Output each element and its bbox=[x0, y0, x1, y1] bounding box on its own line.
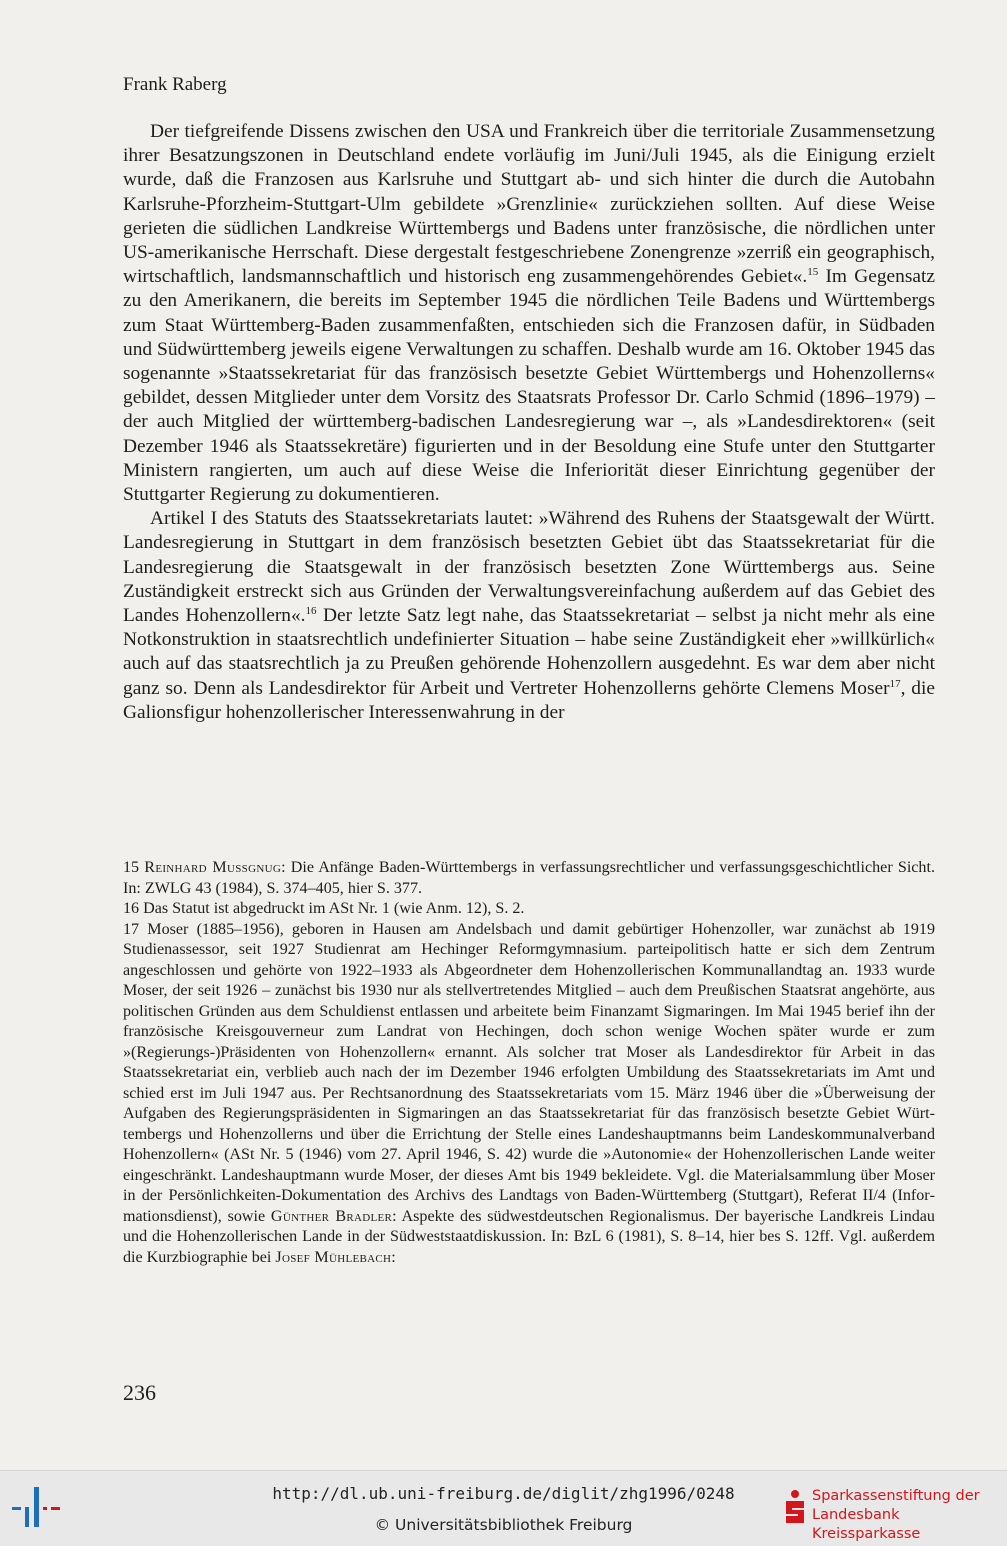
footnote-17-text-a: Moser (1885–1956), geboren in Hausen am Andelsbach und damit gebürtiger Hohenzoller, war zunächst ab 1919 Studienassessor, seit 1927 Studienrat am Hechinger Reformgymnasium. parteipolitisch hatte er sich dem Zentrum angeschlossen und gehörte von 1922–1933 als Abgeordneter dem Hohenzollerischen Kommunallandtag an. 1933 wurde Moser, der seit 1926 – zunächst bis 1930 nur als stellvertretendes Mitglied – auch dem Preußischen Staatsrat angehörte, aus politischen Gründen aus dem Schuldienst entlassen und arbeitete beim Finanzamt Sigmaringen. Im Mai 1945 berief ihn der französische Kreisgouverneur zum Landrat von Hechingen, doch schon wenige Wochen später wurde er zum »(Regierungs-)Präsidenten von Hohenzollern« ernannt. Als solcher trat Moser als Landesdirektor für Arbeit in das Staatssekretariat ein, verblieb auch nach der im Dezember 1946 erfolgten Umbildung des Staatssekretariats im Amt und schied erst im Juli 1947 aus. Per Rechtsanordnung des Staatssekretariats vom 15. März 1946 über die »Überweisung der Aufgaben des Regierungspräsidenten in Sigmaringen an das Staatssekretariat für das französisch besetzte Gebiet Württembergs und Hohenzollerns und über die Errichtung der Stelle eines Landeshauptmanns beim Landeskommunalverband Hohenzollern« (ASt Nr. 5 (1946) vom 27. April 1946, S. 42) wurde die »Autonomie« der Hohenzollerischen Lande weiter eingeschränkt. Landeshauptmann wurde Moser, der dieses Amt bis 1949 bekleidete. Vgl. die Materialsammlung über Moser in der Persönlichkeiten-Dokumentation des Archivs des Landtags von Baden-Württemberg (Stuttgart), Referat II/4 (Informationsdienst), sowie bbox=[123, 920, 935, 1225]
sponsor-text[interactable] bbox=[812, 1487, 1007, 1544]
paragraph-2-part-b: Der letzte Satz legt nahe, das Staatssekretariat – selbst ja nicht mehr als eine Notkonstruktion in staatsrechtlich undefinierter Situation – habe seine Zuständigkeit eher »willkürlich« auch auf das staatsrechtlich ja zu Preußen gehörende Hohenzollern ausgedehnt. Es war dem aber nicht ganz so. Denn als Landesdirektor für Arbeit und Vertreter Hohenzollerns gehörte Clemens Moser bbox=[123, 605, 936, 699]
footnote-17-text-b: : Aspekte des südwestdeutschen Regionalismus. Der bayerische Landkreis Lindau und die Hohenzollerischen Lande in der Südweststaatdiskussion. In: BzL 6 (1981), S. 8–14, hier bes S. 12ff. Vgl. außerdem die Kurzbiographie bei bbox=[123, 1207, 935, 1266]
footnotes bbox=[123, 858, 935, 1268]
footnote-ref-16[interactable]: 16 bbox=[305, 605, 317, 618]
paragraph-2-part-a: Artikel I des Statuts des Staatssekretariats lautet: »Während des Ruhens der Staatsgewalt der Württ. Landesregierung in Stuttgart in dem französisch besetzten Gebiet übt das Staatssekretariat für die Landesregierung die Staatsgewalt in der französisch besetzten Zone Württembergs aus. Seine Zuständigkeit erstreckt sich aus Gründen der Verwaltungsvereinfachung außerdem auf das Gebiet des Landes Hohenzollern«. bbox=[123, 508, 935, 627]
sponsor-line-2: Landesbank Kreissparkasse bbox=[812, 1507, 921, 1542]
permalink-url[interactable]: http://dl.ub.uni-freiburg.de/diglit/zhg1996/0248 bbox=[272, 1484, 735, 1503]
paragraph-1 bbox=[123, 120, 935, 507]
copyright-text: © Universitätsbibliothek Freiburg bbox=[374, 1516, 633, 1534]
sponsor-line-1: Sparkassenstiftung der bbox=[812, 1488, 980, 1504]
footnote-15-author: Reinhard Mussgnug bbox=[144, 859, 282, 876]
footnote-17-author-2: Josef Mühlebach bbox=[275, 1248, 392, 1266]
footnote-17-author-1: Günther Bradler bbox=[270, 1207, 393, 1225]
sparkasse-logo-icon bbox=[783, 1489, 807, 1529]
paragraph-1-part-b: Im Gegensatz zu den Amerikanern, die bereits im September 1945 die nördlichen Teile Badens und Württembergs zum Staat Württemberg-Baden zusammenfaßten, entschieden sich die Franzosen dafür, in Südbaden und Südwürttemberg jeweils eigene Verwaltungen zu schaffen. Deshalb wurde am 16. Oktober 1945 das sogenannte »Staatssekretariat für das französisch besetzte Gebiet Württembergs und Hohenzollerns« gebildet, dessen Mitglieder unter dem Vorsitz des Staatsrats Professor Dr. Carlo Schmid (1896–1979) – der auch Mitglied der württemberg-badischen Landesregierung war –, als »Landesdirektoren« (seit Dezember 1946 als Staatssekretäre) figurierten und in der Besoldung eine Stufe unter den Stuttgarter Ministern rangierten, um auch auf diese Weise die Inferiorität dieser Einrichtung gegenüber der Stuttgarter Regierung zu dokumentieren. bbox=[123, 266, 935, 506]
footnote-17 bbox=[123, 920, 935, 1269]
viewer-footer bbox=[0, 1470, 1007, 1546]
page-number: 236 bbox=[123, 1380, 156, 1405]
paragraph-1-part-a: Der tiefgreifende Dissens zwischen den USA und Frankreich über die territoriale Zusammensetzung ihrer Besatzungszonen in Deutschland endete vorläufig im Juni/Juli 1945, als die Einigung erzielt wurde, daß die Franzosen aus Karlsruhe und Stuttgart ab- und sich hinter die durch die Autobahn Karlsruhe-Pforzheim-Stuttgart-Ulm gebildete »Grenzlinie« zurückziehen sollten. Auf diese Weise gerieten die südlichen Landkreise Württembergs und Badens unter französische, die nördlichen unter US-amerikanische Herrschaft. Diese dergestalt festgeschriebene Zonengrenze »zerriß ein geographisch, wirtschaftlich, landsmannschaftlich und historisch eng zusammengehörendes Gebiet«. bbox=[123, 121, 935, 288]
running-head: Frank Raberg bbox=[123, 74, 227, 95]
footnote-17-text-c: : bbox=[391, 1248, 396, 1266]
footnote-15 bbox=[123, 858, 935, 899]
footnote-16-number: 16 bbox=[123, 900, 140, 917]
paragraph-2-part-c: , die Galionsfigur hohenzollerischer Interessenwahrung in der bbox=[123, 677, 935, 723]
footnote-15-number: 15 bbox=[123, 859, 140, 876]
footnote-16 bbox=[123, 899, 935, 920]
footnote-ref-15[interactable]: 15 bbox=[807, 266, 819, 279]
footnote-16-text: Das Statut ist abgedruckt im ASt Nr. 1 (wie Anm. 12), S. 2. bbox=[143, 900, 525, 917]
footnote-17-number: 17 bbox=[123, 920, 140, 938]
footnote-15-text: : Die Anfänge Baden-Württembergs in verfassungsrechtlicher und verfassungsgeschichtlicher Sicht. In: ZWLG 43 (1984), S. 374–405, hier S. 377. bbox=[123, 859, 935, 897]
footnote-ref-17[interactable]: 17 bbox=[889, 677, 901, 690]
main-text bbox=[123, 120, 935, 725]
paragraph-2 bbox=[123, 507, 935, 725]
